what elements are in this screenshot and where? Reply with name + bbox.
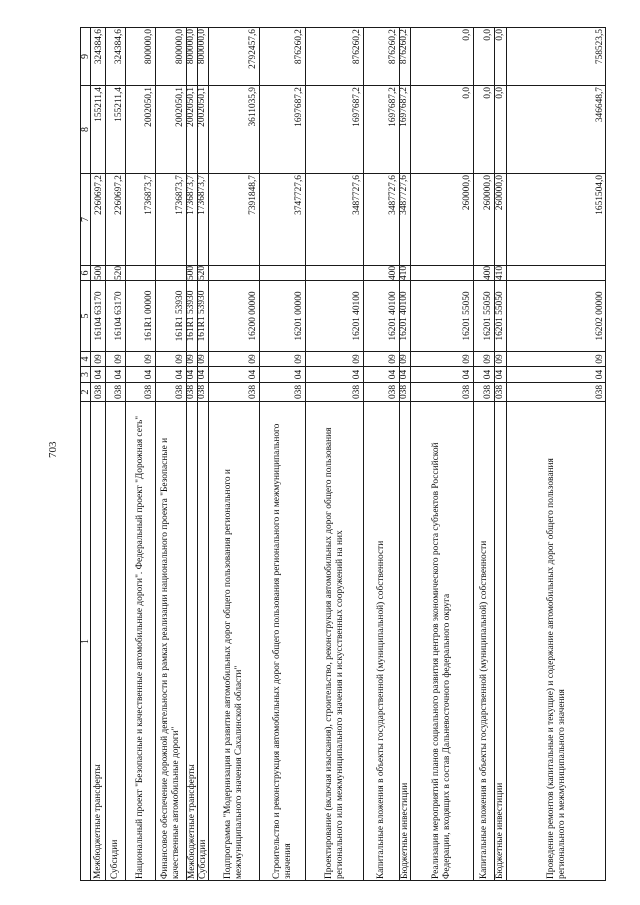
table-cell-c6 bbox=[306, 266, 363, 280]
table-cell-c7: 2260697,2 bbox=[94, 175, 104, 215]
table-cell-c3: 04 bbox=[483, 369, 493, 380]
table-cell-c9: 324384,6 bbox=[94, 29, 104, 65]
table-cell-c4: 09 bbox=[399, 354, 409, 364]
table-cell-c2: 038 bbox=[186, 384, 196, 400]
table-cell-c3: 04 bbox=[248, 369, 258, 380]
table-cell-c4: 09 bbox=[144, 354, 154, 364]
table-cell-c6 bbox=[411, 266, 473, 280]
table-cell-c6: 400 bbox=[483, 265, 493, 281]
table-cell-c9: 0,0 bbox=[483, 29, 493, 41]
table-cell-c2: 038 bbox=[462, 384, 472, 400]
column-header-7: 7 bbox=[80, 217, 91, 222]
table-cell-c2: 038 bbox=[197, 384, 207, 400]
column-header-9: 9 bbox=[80, 54, 91, 59]
table-cell-c8: 2002050,1 bbox=[186, 87, 196, 127]
table-cell-c7: 260000,0 bbox=[462, 175, 472, 211]
table-cell-c8: 1697687,2 bbox=[388, 87, 398, 127]
table-cell-c2: 038 bbox=[144, 384, 154, 400]
table-cell-c8: 346648,7 bbox=[595, 87, 605, 123]
column-header-4: 4 bbox=[80, 356, 91, 362]
table-cell-c7: 260000,0 bbox=[483, 175, 493, 211]
table-cell-c2: 038 bbox=[388, 384, 398, 400]
table-cell-c6: 410 bbox=[399, 265, 409, 281]
table-cell-c3: 04 bbox=[595, 369, 605, 380]
table-cell-c4: 09 bbox=[462, 354, 472, 364]
column-header-2: 2 bbox=[80, 389, 91, 395]
table-cell-c4: 09 bbox=[294, 354, 304, 364]
column-header-1: 1 bbox=[80, 639, 91, 644]
table-cell-c5: 16201 55050 bbox=[495, 291, 505, 341]
table-cell-name: Подпрограмма "Модернизация и развитие автомобильных дорог общего пользования регионального и межмуниципального значения Сахалинской области" bbox=[223, 469, 244, 879]
table-cell-c4: 09 bbox=[483, 354, 493, 364]
column-header-5: 5 bbox=[80, 313, 91, 319]
table-cell-c7: 260000,0 bbox=[495, 175, 505, 211]
table-cell-c9: 758523,5 bbox=[595, 29, 605, 65]
table-cell-name: Бюджетные инвестиции bbox=[495, 782, 505, 879]
table-cell-c5: 161R1 00000 bbox=[144, 290, 154, 342]
table-cell-name: Строительство и реконструкция автомобильных дорог общего пользования регионального и межмуниципального значения bbox=[271, 423, 293, 879]
table-cell-c7: 1736873,7 bbox=[186, 175, 196, 215]
table-cell-c9: 2792457,6 bbox=[248, 29, 258, 69]
table-cell-c8: 3611035,9 bbox=[248, 87, 258, 127]
table-cell-c5: 16201 40100 bbox=[352, 291, 362, 341]
table-cell-c4: 09 bbox=[94, 354, 104, 364]
table-cell-c9: 0,0 bbox=[495, 29, 505, 41]
table-cell-c5: 16104 63170 bbox=[114, 291, 124, 341]
table-cell-c4: 09 bbox=[186, 354, 196, 364]
table-cell-c4: 09 bbox=[595, 354, 605, 364]
table-cell-name: Субсидии bbox=[197, 839, 208, 879]
table-cell-c5: 16104 63170 bbox=[94, 291, 104, 341]
budget-table bbox=[80, 27, 606, 881]
table-cell-c2: 038 bbox=[248, 384, 258, 400]
table-cell-c8: 1697687,2 bbox=[399, 87, 409, 127]
table-cell-c6 bbox=[209, 266, 259, 280]
table-cell-c9: 800000,0 bbox=[175, 29, 185, 65]
table-cell-c7: 3487727,6 bbox=[388, 175, 398, 215]
table-cell-c9: 0,0 bbox=[462, 29, 472, 41]
table-cell-c9: 876260,2 bbox=[294, 29, 304, 65]
table-cell-c5: 16201 00000 bbox=[294, 291, 304, 341]
table-cell-c8: 0,0 bbox=[495, 87, 505, 99]
table-cell-c6 bbox=[156, 266, 186, 280]
table-cell-c3: 04 bbox=[144, 369, 154, 380]
table-cell-name: Проведение ремонтов (капитальные и текущие) и содержание автомобильных дорог общего пользования регионального и межмуниципального значения bbox=[545, 458, 567, 879]
table-cell-c4: 09 bbox=[248, 354, 258, 364]
table-cell-c5: 16201 40100 bbox=[399, 291, 409, 341]
table-cell-name: Капитальные вложения в объекты государственной (муниципальной) собственности bbox=[478, 540, 489, 879]
table-cell-c5: 161R1 53930 bbox=[186, 290, 196, 342]
table-cell-c8: 1697687,2 bbox=[352, 87, 362, 127]
table-cell-c3: 04 bbox=[495, 369, 505, 380]
table-cell-c6: 520 bbox=[197, 265, 207, 281]
table-cell-c3: 04 bbox=[197, 369, 207, 380]
table-cell-name: Бюджетные инвестиции bbox=[399, 782, 410, 879]
table-cell-c3: 04 bbox=[94, 369, 104, 380]
table-cell-c2: 038 bbox=[595, 384, 605, 400]
table-cell-c4: 09 bbox=[197, 354, 207, 364]
table-cell-c2: 038 bbox=[94, 384, 104, 400]
table-cell-c4: 09 bbox=[352, 354, 362, 364]
table-cell-c7: 1651504,0 bbox=[595, 175, 605, 215]
table-cell-name: Межбюджетные трансферты bbox=[92, 764, 103, 879]
table-cell-c7: 1736873,7 bbox=[144, 175, 154, 215]
table-cell-c9: 800000,0 bbox=[197, 29, 207, 65]
table-cell-c5: 16200 00000 bbox=[248, 291, 258, 341]
table-cell-c9: 324384,6 bbox=[114, 29, 124, 65]
table-cell-c7: 7391848,7 bbox=[248, 175, 258, 215]
table-cell-c2: 038 bbox=[175, 384, 185, 400]
table-cell-c2: 038 bbox=[294, 384, 304, 400]
table-cell-c8: 155211,4 bbox=[94, 87, 104, 122]
table-cell-c3: 04 bbox=[462, 369, 472, 380]
table-cell-c4: 09 bbox=[175, 354, 185, 364]
table-cell-c5: 161R1 53930 bbox=[197, 290, 207, 342]
table-cell-c7: 3487727,6 bbox=[399, 175, 409, 215]
table-cell-name: Капитальные вложения в объекты государственной (муниципальной) собственности bbox=[376, 540, 386, 879]
table-cell-c3: 04 bbox=[114, 369, 124, 380]
table-cell-name: Межбюджетные трансферты bbox=[186, 764, 197, 879]
table-cell-c5: 16202 00000 bbox=[595, 291, 605, 341]
table-cell-c5: 16201 40100 bbox=[388, 291, 398, 341]
table-cell-c5: 161R1 53930 bbox=[175, 290, 185, 342]
table-cell-c4: 09 bbox=[388, 354, 398, 364]
table-cell-c6 bbox=[260, 266, 305, 280]
table-cell-c7: 2260697,2 bbox=[114, 175, 124, 215]
table-cell-name: Национальный проект "Безопасные и качественные автомобильные дороги". Федеральный проект "Дорожная сеть" bbox=[135, 415, 145, 879]
table-cell-c7: 1736873,7 bbox=[175, 175, 185, 215]
table-cell-c3: 04 bbox=[352, 369, 362, 380]
table-cell-c8: 2002050,1 bbox=[175, 87, 185, 127]
table-cell-c6: 500 bbox=[94, 265, 104, 281]
table-cell-c5: 16201 55050 bbox=[483, 291, 493, 341]
table-cell-c6: 400 bbox=[388, 265, 398, 281]
table-cell-c6: 520 bbox=[114, 265, 124, 281]
table-cell-c9: 800000,0 bbox=[144, 29, 154, 65]
table-cell-c2: 038 bbox=[483, 384, 493, 400]
page-number: 703 bbox=[47, 441, 59, 458]
column-header-6: 6 bbox=[80, 270, 91, 276]
table-cell-c2: 038 bbox=[114, 384, 124, 400]
table-cell-name: Реализация мероприятий планов социального развития центров экономического роста субъектов Российской Федерации, входящих в состав Дальневосточного федерального округа bbox=[431, 442, 452, 879]
table-cell-c6 bbox=[507, 266, 606, 280]
table-cell-c9: 876260,2 bbox=[388, 29, 398, 65]
table-cell-c9: 876260,2 bbox=[352, 29, 362, 65]
table-cell-c9: 800000,0 bbox=[186, 29, 196, 65]
table-cell-c7: 3747727,6 bbox=[294, 175, 304, 215]
table-cell-c8: 1697687,2 bbox=[294, 87, 304, 127]
table-cell-c7: 1736873,7 bbox=[197, 175, 207, 215]
column-header-8: 8 bbox=[80, 127, 91, 132]
table-cell-name: Финансовое обеспечение дорожной деятельности в рамках реализации национального проекта "Безопасные и качественные автомобильные дороги" bbox=[160, 437, 181, 879]
table-cell-c8: 0,0 bbox=[483, 87, 493, 99]
table-cell-c6 bbox=[126, 266, 155, 280]
table-cell-c9: 876260,2 bbox=[399, 29, 409, 65]
table-cell-c6: 410 bbox=[495, 265, 505, 281]
table-cell-c3: 04 bbox=[186, 369, 196, 380]
table-cell-name: Проектирование (включая изыскания), строительство, реконструкция автомобильных дорог общего пользования регионального или межмуниципального значения и искусственных сооружений на них bbox=[323, 427, 345, 879]
table-cell-c2: 038 bbox=[352, 384, 362, 400]
table-cell-name: Субсидии bbox=[110, 839, 120, 879]
table-cell-c4: 09 bbox=[114, 354, 124, 364]
table-cell-c8: 0,0 bbox=[462, 87, 472, 99]
column-header-3: 3 bbox=[80, 372, 91, 377]
table-cell-c3: 04 bbox=[294, 369, 304, 380]
table-cell-c8: 155211,4 bbox=[114, 87, 124, 122]
table-cell-c2: 038 bbox=[399, 384, 409, 400]
table-cell-c8: 2002050,1 bbox=[197, 87, 207, 127]
table-cell-c8: 2002050,1 bbox=[144, 87, 154, 127]
table-cell-c5: 16201 55050 bbox=[462, 291, 472, 341]
table-cell-c2: 038 bbox=[495, 384, 505, 400]
table-cell-c3: 04 bbox=[175, 369, 185, 380]
table-cell-c3: 04 bbox=[399, 369, 409, 380]
table-cell-c6: 500 bbox=[186, 265, 196, 281]
table-cell-c4: 09 bbox=[495, 354, 505, 364]
table-cell-c7: 3487727,6 bbox=[352, 175, 362, 215]
table-cell-c3: 04 bbox=[388, 369, 398, 380]
